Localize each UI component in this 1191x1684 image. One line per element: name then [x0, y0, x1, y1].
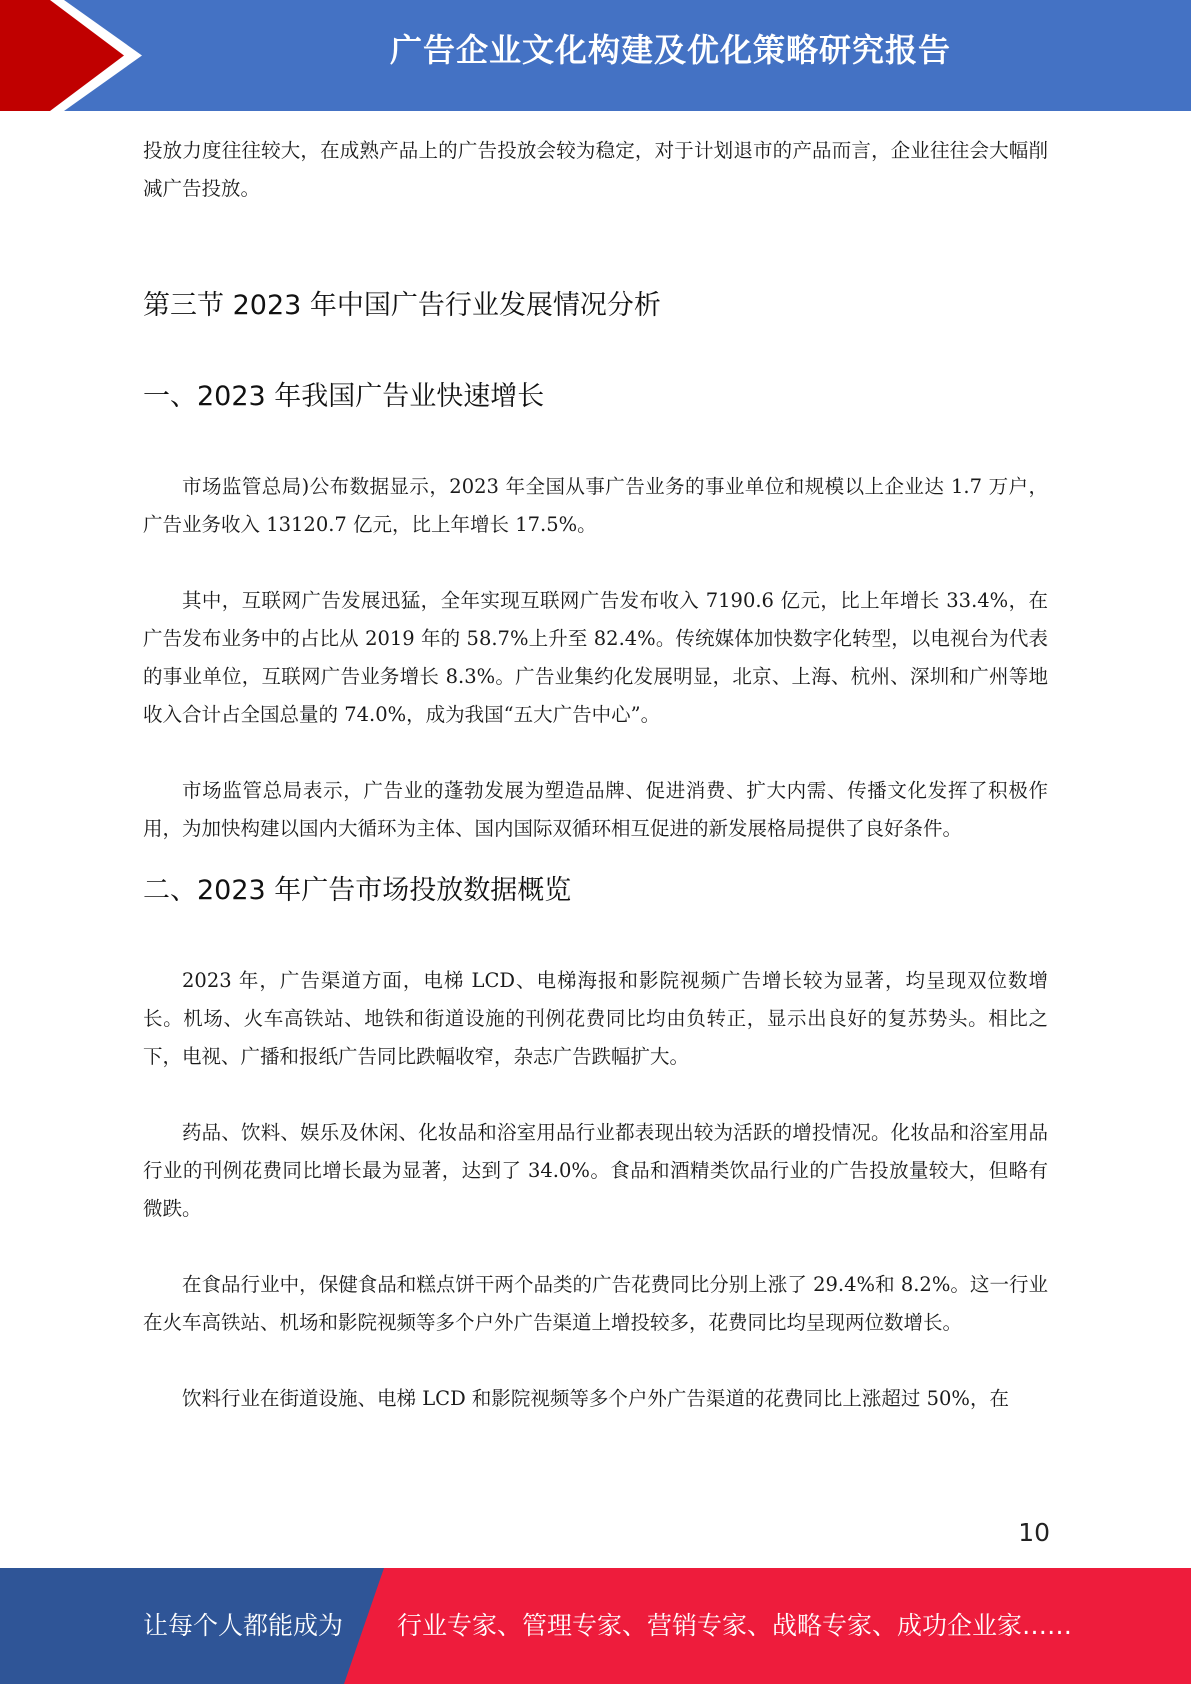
footer-slogan-left: 让每个人都能成为: [143, 1611, 344, 1640]
header-chevron-icon: [0, 0, 150, 111]
paragraph-3: 市场监管总局表示，广告业的蓬勃发展为塑造品牌、促进消费、扩大内需、传播文化发挥了积极作用，为加快构建以国内大循环为主体、国内国际双循环相互促进的新发展格局提供了良好条件。: [143, 779, 1048, 840]
paragraph-6: 在食品行业中，保健食品和糕点饼干两个品类的广告花费同比分别上涨了 29.4%和 8.2%。这一行业在火车高铁站、机场和影院视频等多个户外广告渠道上增投较多，花费同比均呈现两位数增长。: [143, 1273, 1048, 1334]
subheading-2: 二、2023 年广告市场投放数据概览: [143, 875, 572, 906]
paragraph-1: 市场监管总局)公布数据显示，2023 年全国从事广告业务的事业单位和规模以上企业达 1.7 万户，广告业务收入 13120.7 亿元，比上年增长 17.5%。: [143, 475, 1048, 536]
page-header: [0, 0, 1191, 111]
page-footer: [0, 1568, 1191, 1684]
paragraph-2: 其中，互联网广告发展迅猛，全年实现互联网广告发布收入 7190.6 亿元，比上年增长 33.4%，在广告发布业务中的占比从 2019 年的 58.7%上升至 82.4%。传统媒体加快数字化转型，以电视台为代表的事业单位，互联网广告业务增长 8.3%。广告业集约化发展明显，北京、上海、杭州、深圳和广州等地收入合计占全国总量的 74.0%，成为我国“五大广告中心”。: [143, 589, 1048, 726]
section-heading: 第三节 2023 年中国广告行业发展情况分析: [143, 290, 661, 321]
paragraph-intro: 投放力度往往较大，在成熟产品上的广告投放会较为稳定，对于计划退市的产品而言，企业往往会大幅削减广告投放。: [143, 139, 1048, 200]
footer-slogan-right: 行业专家、管理专家、营销专家、战略专家、成功企业家……: [397, 1611, 1073, 1640]
document-body: [143, 132, 1048, 1418]
header-title: 广告企业文化构建及优化策略研究报告: [389, 31, 951, 69]
paragraph-5: 药品、饮料、娱乐及休闲、化妆品和浴室用品行业都表现出较为活跃的增投情况。化妆品和浴室用品行业的刊例花费同比增长最为显著，达到了 34.0%。食品和酒精类饮品行业的广告投放量较大，但略有微跌。: [143, 1121, 1048, 1220]
subheading-1: 一、2023 年我国广告业快速增长: [143, 381, 545, 412]
page-number: 10: [1018, 1518, 1050, 1547]
paragraph-7: 饮料行业在街道设施、电梯 LCD 和影院视频等多个户外广告渠道的花费同比上涨超过 50%，在: [182, 1387, 1009, 1410]
paragraph-4: 2023 年，广告渠道方面，电梯 LCD、电梯海报和影院视频广告增长较为显著，均呈现双位数增长。机场、火车高铁站、地铁和街道设施的刊例花费同比均由负转正，显示出良好的复苏势头。相比之下，电视、广播和报纸广告同比跌幅收窄，杂志广告跌幅扩大。: [143, 969, 1048, 1068]
